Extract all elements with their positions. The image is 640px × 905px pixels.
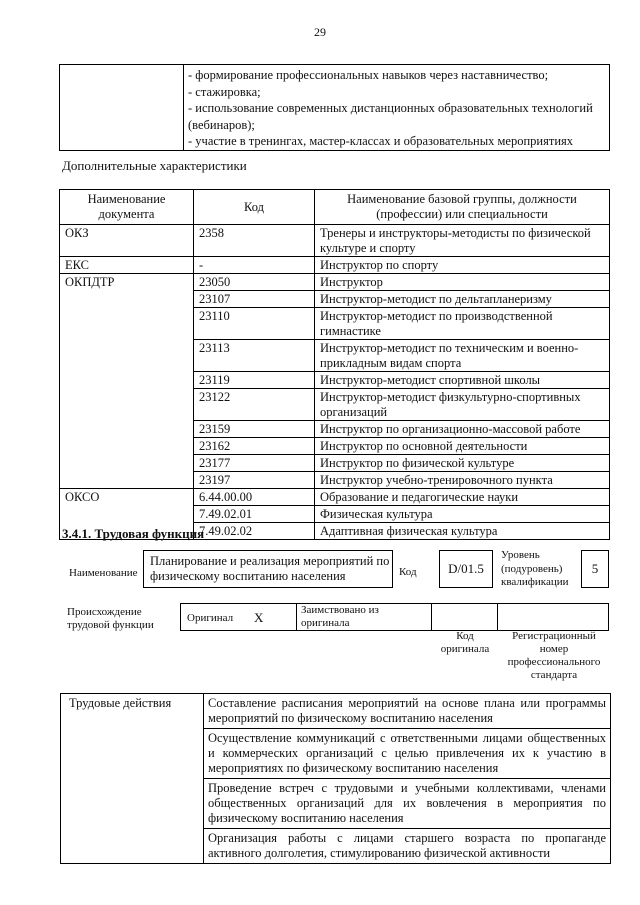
labor-actions-table xyxy=(60,693,611,864)
code-cell: - xyxy=(194,257,315,274)
document-cell: ОКПДТР xyxy=(60,274,194,489)
name-cell: Инструктор xyxy=(315,274,610,291)
name-cell: Инструктор-методист физкультурно-спортивных организаций xyxy=(315,389,610,421)
borrowed-label: Заимствовано из оригинала xyxy=(301,604,379,629)
page-number: 29 xyxy=(314,25,326,39)
code-cell: 2358 xyxy=(194,225,315,257)
name-cell: Инструктор учебно-тренировочного пункта xyxy=(315,472,610,489)
qualification-level-box xyxy=(581,550,609,588)
list-item: - участие в тренингах, мастер-классах и образовательных мероприятиях xyxy=(188,134,574,148)
code-cell: 23110 xyxy=(194,308,315,340)
top-table-list-cell xyxy=(184,65,610,151)
top-table xyxy=(59,64,610,151)
name-cell: Тренеры и инструкторы-методисты по физической культуре и спорту xyxy=(315,225,610,257)
labor-action-item: Проведение встреч с трудовыми и учебными коллективами, членами общественных организаций для их вовлечения в мероприятия по физическому воспитанию населения xyxy=(204,779,611,829)
header-document: Наименование документа xyxy=(60,190,194,225)
function-name-box xyxy=(143,550,393,588)
code-label: Код xyxy=(399,566,417,578)
name-label: Наименование xyxy=(69,567,138,579)
original-label: Оригинал xyxy=(187,612,234,624)
top-table-empty-cell xyxy=(60,65,184,151)
code-cell: 23107 xyxy=(194,291,315,308)
qualification-level-value: 5 xyxy=(591,561,599,576)
name-cell: Инструктор-методист по техническим и военно-прикладным видам спорта xyxy=(315,340,610,372)
labor-function-heading: 3.4.1. Трудовая функция xyxy=(62,526,205,541)
function-code-box xyxy=(439,550,493,588)
list-item: - формирование профессиональных навыков через наставничество; xyxy=(188,68,549,82)
table-row xyxy=(60,225,610,257)
name-cell: Инструктор-методист по производственной гимнастике xyxy=(315,308,610,340)
origin-divider xyxy=(296,603,297,630)
function-code-value: D/01.5 xyxy=(448,561,484,576)
document-cell: ОКСО xyxy=(60,489,194,540)
code-cell: 23122 xyxy=(194,389,315,421)
origin-divider xyxy=(431,603,432,630)
code-cell: 7.49.02.01 xyxy=(194,506,315,523)
registration-number-caption: Регистрационный номер профессионального стандарта xyxy=(507,630,601,681)
additional-characteristics-table xyxy=(59,189,610,540)
code-cell: 23159 xyxy=(194,421,315,438)
table-row xyxy=(60,257,610,274)
code-cell: 23113 xyxy=(194,340,315,372)
name-cell: Инструктор по спорту xyxy=(315,257,610,274)
code-cell: 23197 xyxy=(194,472,315,489)
code-cell: 23162 xyxy=(194,438,315,455)
header-name: Наименование базовой группы, должности (профессии) или специальности xyxy=(315,190,610,225)
labor-action-item: Составление расписания мероприятий на основе плана или программы мероприятий по физическому воспитанию населения xyxy=(204,694,611,729)
table-row xyxy=(60,489,610,506)
code-cell: 7.49.02.02 xyxy=(194,523,315,540)
list-item: - стажировка; xyxy=(188,84,261,99)
labor-action-item: Организация работы с лицами старшего возраста по пропаганде активного долголетия, стимулированию физической активности xyxy=(204,829,611,864)
name-cell: Физическая культура xyxy=(315,506,610,523)
name-cell: Образование и педагогические науки xyxy=(315,489,610,506)
list-item: - использование современных дистанционных образовательных технологий (вебинаров); xyxy=(188,101,593,132)
additional-characteristics-body xyxy=(60,225,610,540)
name-cell: Инструктор по физической культуре xyxy=(315,455,610,472)
name-cell: Инструктор по основной деятельности xyxy=(315,438,610,455)
name-cell: Инструктор-методист спортивной школы xyxy=(315,372,610,389)
name-cell: Адаптивная физическая культура xyxy=(315,523,610,540)
labor-actions-label: Трудовые действия xyxy=(61,694,204,864)
table-row xyxy=(61,694,611,729)
code-cell: 23177 xyxy=(194,455,315,472)
labor-action-item: Осуществление коммуникаций с ответственными лицами общественных и коммерческих организаций с целью привлечения их к участию в мероприятиях по физическому воспитанию населения xyxy=(204,729,611,779)
origin-divider xyxy=(497,603,498,630)
code-cell: 23050 xyxy=(194,274,315,291)
header-code: Код xyxy=(194,190,315,225)
code-cell: 23119 xyxy=(194,372,315,389)
document-cell: ЕКС xyxy=(60,257,194,274)
function-name-value: Планирование и реализация мероприятий по физическому воспитанию населения xyxy=(150,554,390,583)
table-header-row xyxy=(60,190,610,225)
table-row xyxy=(60,274,610,291)
document-cell: ОКЗ xyxy=(60,225,194,257)
original-code-caption: Код оригинала xyxy=(440,630,490,655)
origin-label: Происхождение трудовой функции xyxy=(67,606,154,631)
qualification-level-label: Уровень (подуровень) квалификации xyxy=(501,549,569,588)
name-cell: Инструктор по организационно-массовой работе xyxy=(315,421,610,438)
labor-actions-body xyxy=(61,694,611,864)
additional-characteristics-title: Дополнительные характеристики xyxy=(62,158,247,173)
original-mark: X xyxy=(254,610,264,625)
code-cell: 6.44.00.00 xyxy=(194,489,315,506)
name-cell: Инструктор-методист по дельтапланеризму xyxy=(315,291,610,308)
